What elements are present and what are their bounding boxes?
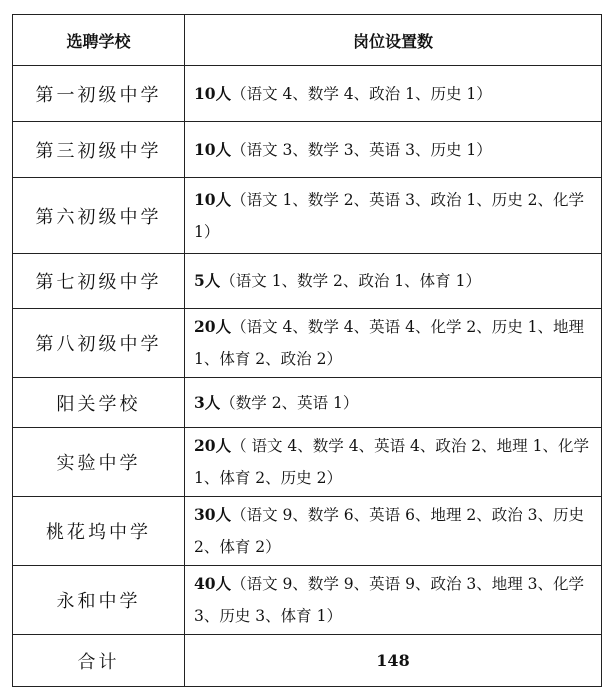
position-detail: （数学 2、英语 1）	[220, 393, 359, 412]
table-row	[13, 178, 602, 254]
school-name: 第六初级中学	[13, 178, 185, 254]
school-name: 第七初级中学	[13, 254, 185, 309]
positions-cell	[185, 309, 602, 378]
school-name: 第三初级中学	[13, 122, 185, 178]
position-count: 3人	[194, 392, 221, 412]
school-name: 实验中学	[13, 428, 185, 497]
table-row	[13, 66, 602, 122]
position-detail: （语文 1、数学 2、政治 1、体育 1）	[220, 272, 481, 290]
positions-cell	[185, 178, 602, 254]
total-value: 148	[185, 635, 602, 687]
table-header-row	[13, 15, 602, 66]
positions-table	[12, 14, 602, 687]
school-name: 阳关学校	[13, 378, 185, 428]
position-detail: （ 语文 4、数学 4、英语 4、政治 2、地理 1、化学 1、体育 2、历史 2）	[194, 437, 589, 487]
header-positions: 岗位设置数	[185, 15, 602, 66]
school-name: 第一初级中学	[13, 66, 185, 122]
position-count: 20人	[194, 436, 232, 455]
position-count: 10人	[194, 83, 232, 103]
table-row	[13, 378, 602, 428]
position-detail: （语文 4、数学 4、政治 1、历史 1）	[231, 84, 492, 103]
position-detail: （语文 4、数学 4、英语 4、化学 2、历史 1、地理 1、体育 2、政治 2）	[194, 318, 585, 368]
position-detail: （语文 9、数学 9、英语 9、政治 3、地理 3、化学 3、历史 3、体育 1）	[194, 575, 585, 625]
positions-cell	[185, 497, 602, 566]
positions-cell	[185, 66, 602, 122]
header-school: 选聘学校	[13, 15, 185, 66]
table-row	[13, 428, 602, 497]
table-row	[13, 497, 602, 566]
position-count: 40人	[194, 574, 232, 593]
school-name: 桃花坞中学	[13, 497, 185, 566]
position-count: 5人	[194, 271, 221, 290]
school-name: 第八初级中学	[13, 309, 185, 378]
position-count: 10人	[194, 139, 232, 159]
position-count: 20人	[194, 317, 232, 336]
position-count: 10人	[194, 189, 232, 209]
positions-cell	[185, 566, 602, 635]
table-row	[13, 309, 602, 378]
position-detail: （语文 1、数学 2、英语 3、政治 1、历史 2、化学 1）	[194, 190, 585, 241]
school-name: 永和中学	[13, 566, 185, 635]
table-row	[13, 254, 602, 309]
position-detail: （语文 3、数学 3、英语 3、历史 1）	[231, 140, 492, 159]
positions-cell	[185, 428, 602, 497]
positions-cell	[185, 122, 602, 178]
position-detail: （语文 9、数学 6、英语 6、地理 2、政治 3、历史 2、体育 2）	[194, 506, 585, 556]
total-row	[13, 635, 602, 687]
positions-cell	[185, 254, 602, 309]
table-row	[13, 122, 602, 178]
position-count: 30人	[194, 505, 232, 524]
table-row	[13, 566, 602, 635]
total-label: 合计	[13, 635, 185, 687]
positions-cell	[185, 378, 602, 428]
